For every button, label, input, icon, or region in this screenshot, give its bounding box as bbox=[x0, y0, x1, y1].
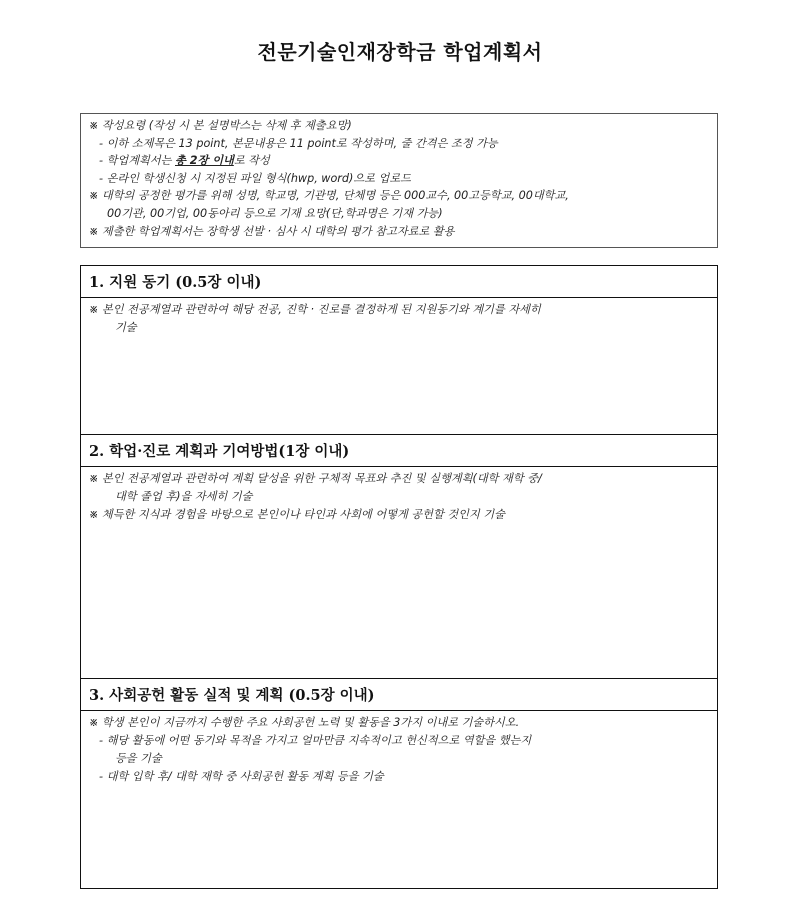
plan-form-table bbox=[80, 265, 718, 889]
guide-pages-suffix: 로 작성 bbox=[233, 154, 270, 168]
guide-line-pages bbox=[89, 152, 709, 170]
section-instruction: 기술 bbox=[115, 321, 137, 334]
section-body[interactable] bbox=[81, 711, 717, 789]
section-heading: 2. 학업·진로 계획과 기여방법(1장 이내) bbox=[81, 435, 717, 467]
section-instruction: - 해당 활동에 어떤 동기와 목적을 가지고 얼마만큼 지속적이고 헌신적으로 역할을 했는지 bbox=[99, 734, 532, 747]
section-instruction: ※ 학생 본인이 지금까지 수행한 주요 사회공헌 노력 및 활동을 3가지 이내로 기술하시오. bbox=[89, 716, 520, 729]
section-heading: 1. 지원 동기 (0.5장 이내) bbox=[81, 266, 717, 298]
section-motivation bbox=[81, 266, 717, 434]
section-instruction: 등을 기술 bbox=[115, 752, 162, 765]
section-social-contribution bbox=[81, 678, 717, 889]
section-instruction: ※ 체득한 지식과 경험을 바탕으로 본인이나 타인과 사회에 어떻게 공헌할 것인지 기술 bbox=[89, 508, 505, 521]
section-study-plan bbox=[81, 434, 717, 679]
section-body[interactable] bbox=[81, 467, 717, 527]
section-instruction: ※ 본인 전공계열과 관련하여 해당 전공, 진학 · 진로를 결정하게 된 지원동기와 계기를 자세히 bbox=[89, 303, 541, 316]
guide-pages-prefix: - 학업계획서는 bbox=[99, 154, 175, 168]
guide-line: ※ 제출한 학업계획서는 장학생 선발 · 심사 시 대학의 평가 참고자료로 활용 bbox=[89, 224, 455, 238]
section-heading: 3. 사회공헌 활동 실적 및 계획 (0.5장 이내) bbox=[81, 679, 717, 711]
section-instruction: 대학 졸업 후)을 자세히 기술 bbox=[115, 490, 253, 503]
guide-line: - 온라인 학생신청 시 지정된 파일 형식(hwp, word)으로 업로드 bbox=[99, 171, 411, 185]
section-body[interactable] bbox=[81, 298, 717, 340]
section-instruction: - 대학 입학 후/ 대학 재학 중 사회공헌 활동 계획 등을 기술 bbox=[99, 770, 384, 783]
writing-guide-box bbox=[80, 113, 718, 248]
guide-pages-emphasis: 총 2장 이내 bbox=[175, 154, 234, 168]
guide-line: ※ 대학의 공정한 평가를 위해 성명, 학교명, 기관명, 단체명 등은 000교수, 00고등학교, 00대학교, bbox=[89, 189, 569, 203]
guide-line: ※ 작성요령 (작성 시 본 설명박스는 삭제 후 제출요망) bbox=[89, 119, 352, 132]
document-title: 전문기술인재장학금 학업계획서 bbox=[257, 40, 543, 64]
guide-line: - 이하 소제목은 13 point, 본문내용은 11 point로 작성하며, 줄 간격은 조정 가능 bbox=[99, 136, 498, 150]
guide-line: 00기관, 00기업, 00동아리 등으로 기재 요망(단,학과명은 기재 가능) bbox=[107, 206, 443, 220]
section-instruction: ※ 본인 전공계열과 관련하여 계획 달성을 위한 구체적 목표와 추진 및 실행계획(대학 재학 중/ bbox=[89, 472, 542, 485]
